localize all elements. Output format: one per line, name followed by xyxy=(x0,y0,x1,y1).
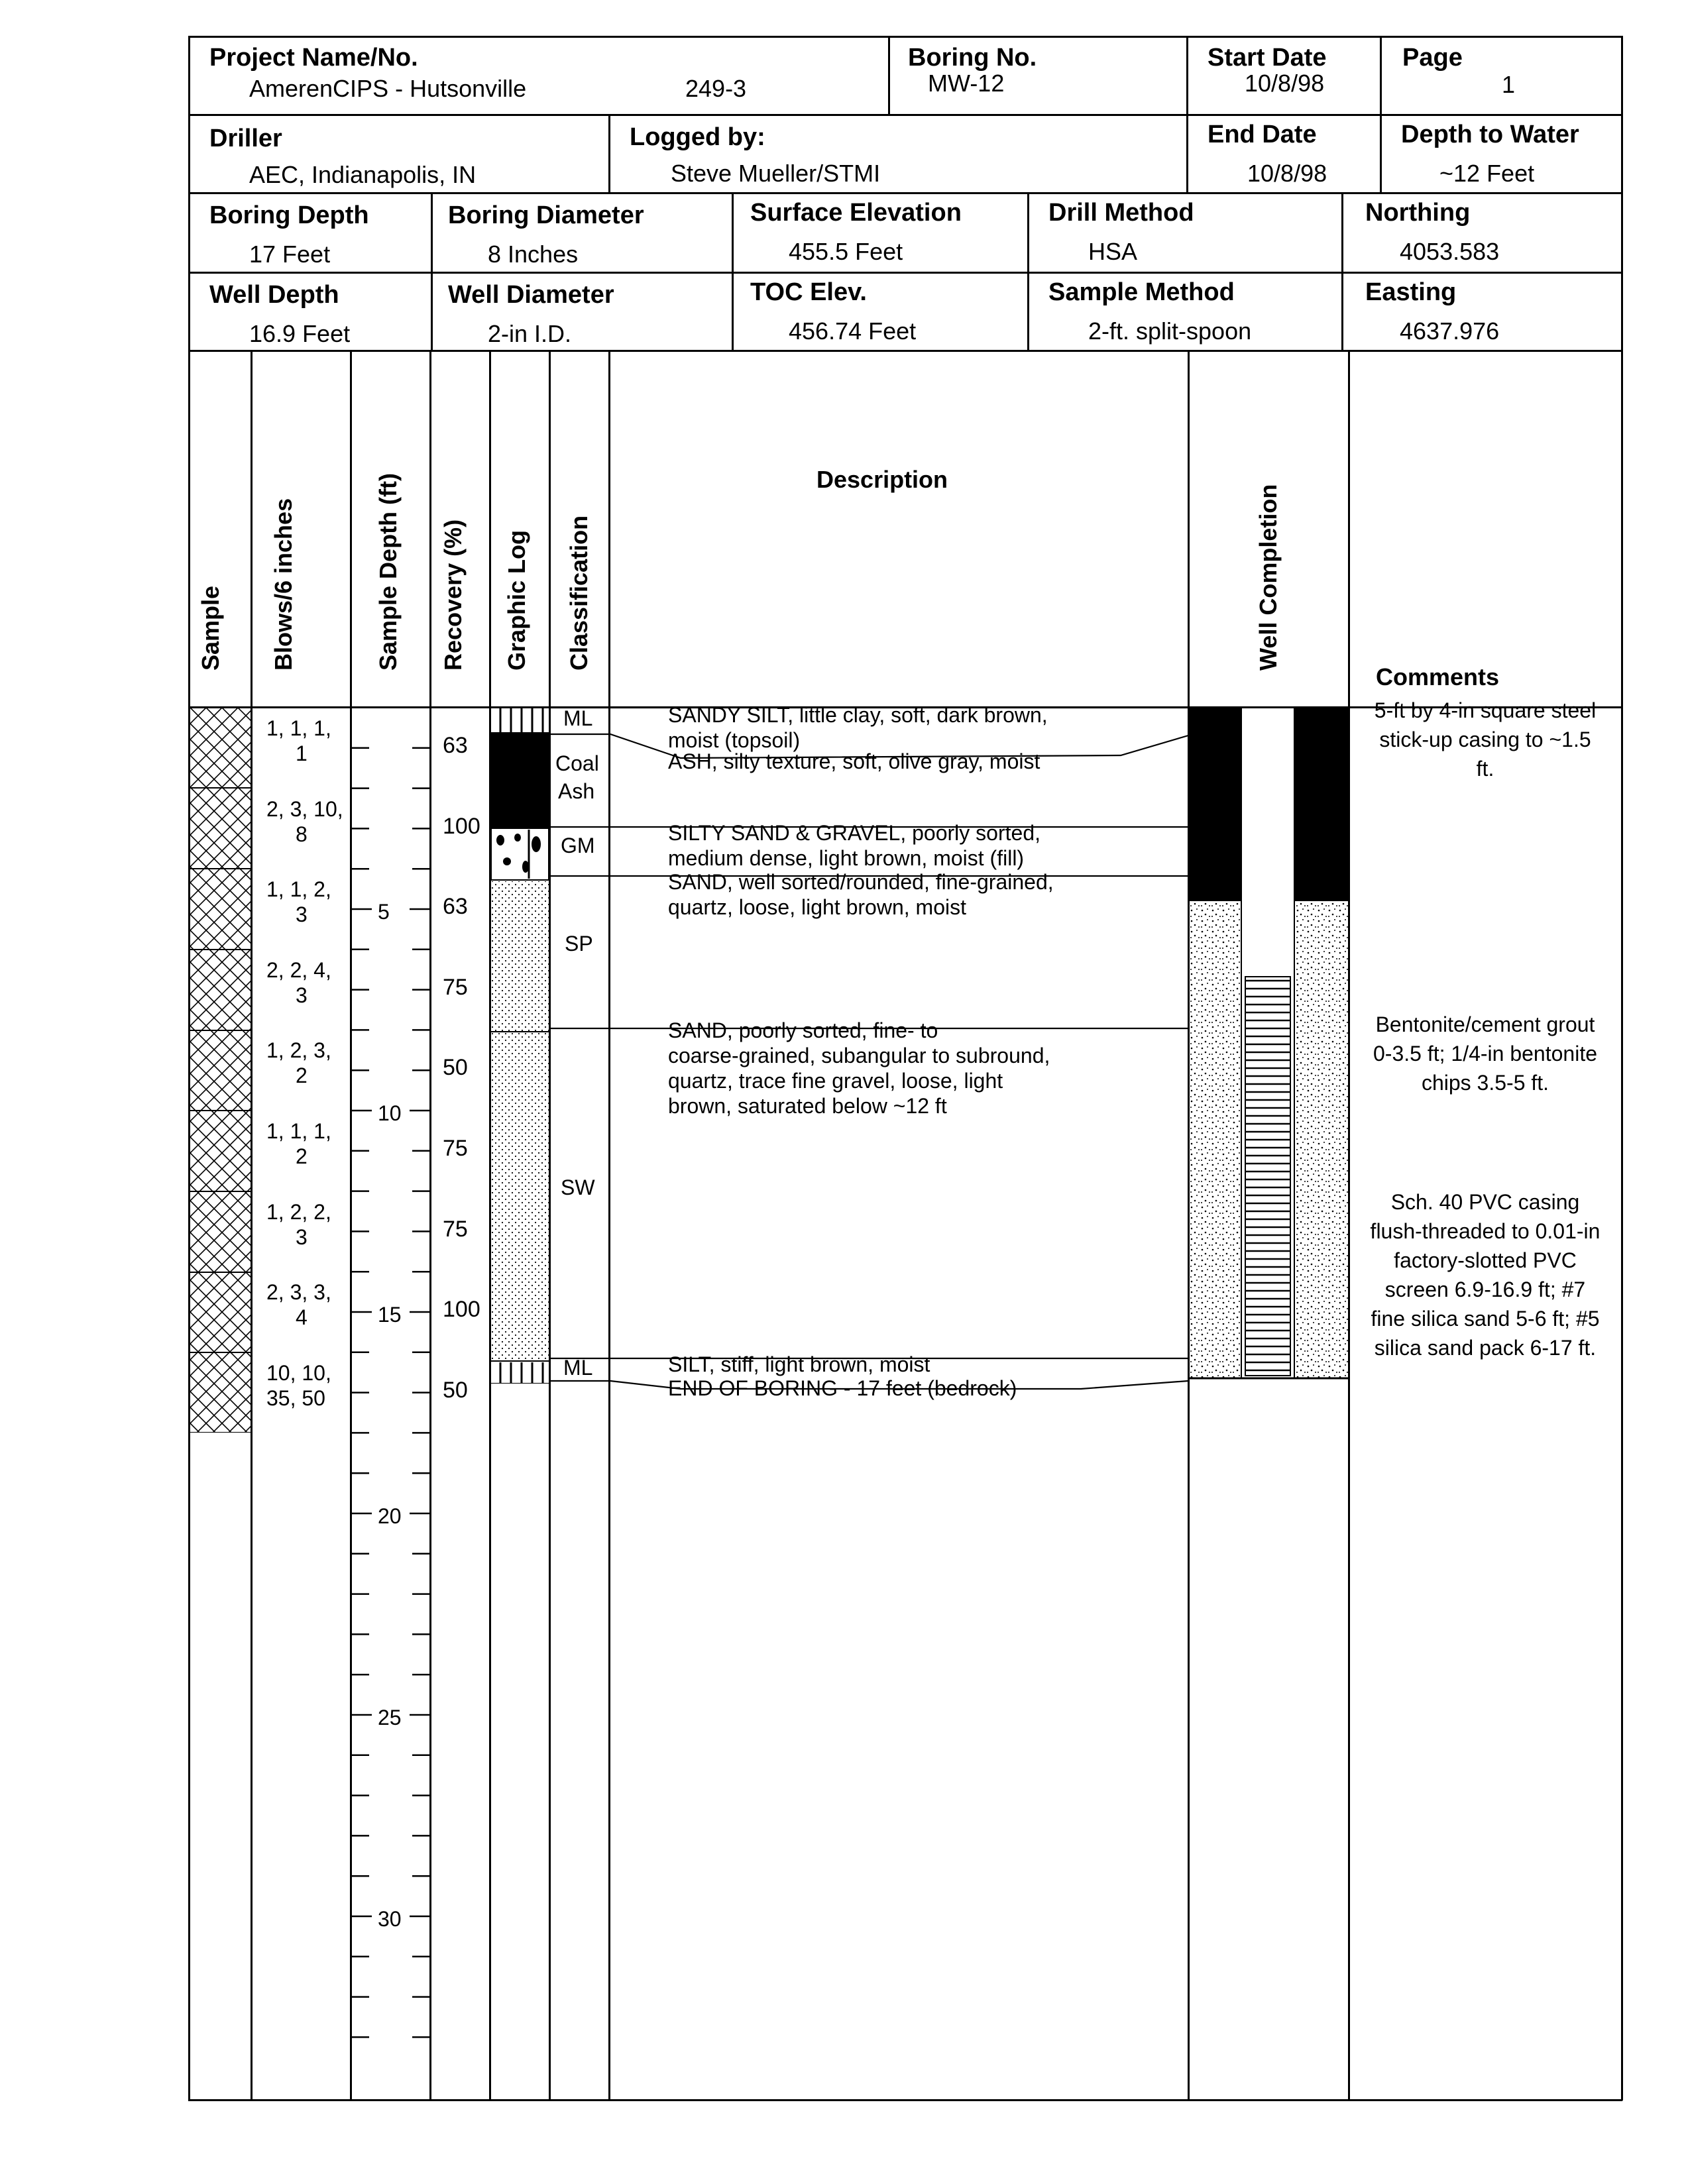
cell-divider xyxy=(1380,36,1382,192)
recovery-value: 100 xyxy=(443,813,480,839)
col-description: Description xyxy=(816,466,948,493)
depth-label-10: 10 xyxy=(378,1101,402,1125)
blows-line-1: 1, 1, 1, xyxy=(266,1119,331,1143)
class-coal: Coal xyxy=(555,751,599,775)
desc-end-of-boring: END OF BORING - 17 feet (bedrock) xyxy=(668,1376,1017,1400)
toc-elev: 456.74 Feet xyxy=(789,317,917,345)
cell-divider xyxy=(1027,192,1029,350)
col-recovery: Recovery (%) xyxy=(439,519,467,671)
comment-casing: 5-ft by 4-in square steel stick-up casing to ~1.5 ft. xyxy=(1374,698,1597,781)
recovery-value: 75 xyxy=(443,1216,468,1242)
desc-sandy-silt: SANDY SILT, little clay, soft, dark brown, moist (topsoil) xyxy=(668,703,1048,752)
well-diameter-label: Well Diameter xyxy=(448,281,614,309)
depth-label-25: 25 xyxy=(378,1706,402,1729)
toc-elev-label: TOC Elev. xyxy=(750,278,867,306)
blows-line-2: 2 xyxy=(296,1064,308,1088)
header-top-border xyxy=(188,36,1622,38)
recovery-value: 63 xyxy=(443,733,468,758)
depth-label-30: 30 xyxy=(378,1907,402,1931)
blows-line-1: 2, 3, 3, xyxy=(266,1280,331,1305)
blows-line-1: 10, 10, xyxy=(266,1360,331,1385)
desc-ash: ASH, silty texture, soft, olive gray, moist xyxy=(668,749,1040,773)
class-sw: SW xyxy=(561,1175,595,1199)
sample-method-label: Sample Method xyxy=(1048,278,1235,306)
logged-by: Steve Mueller/STMI xyxy=(671,160,881,187)
cell-divider xyxy=(608,114,610,192)
surface-elevation: 455.5 Feet xyxy=(789,238,903,265)
col-sample-depth: Sample Depth (ft) xyxy=(374,472,402,671)
col-graphic-log: Graphic Log xyxy=(503,529,530,671)
class-gm: GM xyxy=(561,834,595,857)
depth-label-5: 5 xyxy=(378,900,390,924)
well-depth: 16.9 Feet xyxy=(249,320,351,347)
boring-depth-label: Boring Depth xyxy=(209,201,369,229)
class-ml-top: ML xyxy=(563,706,593,730)
drill-method-label: Drill Method xyxy=(1048,199,1194,227)
recovery-value: 75 xyxy=(443,974,468,1000)
recovery-value: 75 xyxy=(443,1136,468,1161)
driller-label: Driller xyxy=(209,125,282,152)
surface-elevation-label: Surface Elevation xyxy=(750,199,962,227)
depth-label-20: 20 xyxy=(378,1504,402,1528)
project-name: AmerenCIPS - Hutsonville xyxy=(249,75,527,102)
desc-sand-sw: SAND, poorly sorted, fine- to coarse-grained, subangular to subround, quartz, trace fine gravel, loose, light brown, saturated below ~12 ft xyxy=(668,1018,1050,1118)
blows-line-2: 8 xyxy=(296,822,308,846)
recovery-value: 63 xyxy=(443,894,468,920)
cell-divider xyxy=(431,192,433,350)
class-ml-bottom: ML xyxy=(563,1356,593,1380)
col-blows: Blows/6 inches xyxy=(270,498,297,671)
page-number: 1 xyxy=(1502,71,1516,98)
desc-silty-sand: SILTY SAND & GRAVEL, poorly sorted, medium dense, light brown, moist (fill) xyxy=(668,821,1040,870)
boring-no: MW-12 xyxy=(928,70,1005,97)
graphic-log xyxy=(491,708,549,1384)
project-number: 249-3 xyxy=(685,75,747,102)
col-classification: Classification xyxy=(565,515,592,671)
easting-label: Easting xyxy=(1365,278,1457,306)
blows-line-1: 1, 2, 3, xyxy=(266,1038,331,1063)
recovery-value: 50 xyxy=(443,1055,468,1081)
well-screen xyxy=(1245,977,1290,1376)
blows-line-1: 1, 1, 1, xyxy=(266,716,331,740)
easting: 4637.976 xyxy=(1400,317,1500,345)
col-well-completion: Well Completion xyxy=(1255,484,1282,671)
sample-method: 2-ft. split-spoon xyxy=(1088,317,1252,345)
well-completion-diagram xyxy=(1190,706,1348,1384)
blows-line-2: 1 xyxy=(296,741,308,765)
blows-line-1: 2, 2, 4, xyxy=(266,957,331,982)
end-date: 10/8/98 xyxy=(1247,160,1327,187)
end-date-label: End Date xyxy=(1208,121,1317,148)
desc-sand-sp: SAND, well sorted/rounded, fine-grained, quartz, loose, light brown, moist xyxy=(668,870,1054,919)
grout-zone xyxy=(1190,708,1241,901)
cell-divider xyxy=(1341,192,1343,350)
boring-diameter: 8 Inches xyxy=(488,241,579,268)
column-divider xyxy=(251,350,253,2101)
driller: AEC, Indianapolis, IN xyxy=(249,161,477,188)
page-label: Page xyxy=(1402,44,1463,72)
well-depth-label: Well Depth xyxy=(209,281,339,309)
blows-line-2: 3 xyxy=(296,1225,308,1249)
blows-line-2: 3 xyxy=(296,983,308,1007)
blows-line-1: 1, 1, 2, xyxy=(266,877,331,902)
cell-divider xyxy=(888,36,890,114)
header-divider xyxy=(188,114,1622,116)
boring-diameter-label: Boring Diameter xyxy=(448,201,644,229)
comment-pvc: Sch. 40 PVC casing flush-threaded to 0.01-in factory-slotted PVC screen 6.9-16.9 ft; #7 fine silica sand 5-6 ft; #5 silica sand pack 6-17 ft. xyxy=(1370,1190,1601,1360)
northing-label: Northing xyxy=(1365,199,1471,227)
cell-divider xyxy=(732,192,734,350)
boring-no-label: Boring No. xyxy=(908,44,1037,72)
class-sp: SP xyxy=(565,932,593,956)
header-divider xyxy=(188,350,1622,352)
cell-divider xyxy=(1186,36,1188,192)
desc-silt: SILT, stiff, light brown, moist xyxy=(668,1352,930,1376)
blows-line-2: 4 xyxy=(296,1305,308,1330)
recovery-value: 100 xyxy=(443,1297,480,1323)
blows-line-2: 3 xyxy=(296,902,308,927)
depth-label-15: 15 xyxy=(378,1303,402,1327)
depth-to-water: ~12 Feet xyxy=(1439,160,1535,187)
northing: 4053.583 xyxy=(1400,238,1500,265)
comment-grout: Bentonite/cement grout 0-3.5 ft; 1/4-in bentonite chips 3.5-5 ft. xyxy=(1373,1012,1597,1095)
column-divider xyxy=(429,350,431,2101)
class-ash: Ash xyxy=(558,779,595,803)
blows-line-1: 2, 3, 10, xyxy=(266,796,343,821)
depth-to-water-label: Depth to Water xyxy=(1401,121,1579,148)
header-divider xyxy=(188,272,1622,274)
logged-by-label: Logged by: xyxy=(630,123,765,151)
blows-line-1: 1, 2, 2, xyxy=(266,1199,331,1224)
header-divider xyxy=(188,192,1622,194)
col-sample: Sample xyxy=(197,585,224,671)
sample-intervals xyxy=(190,708,251,1433)
bottom-border xyxy=(188,2099,1622,2101)
col-comments: Comments xyxy=(1376,663,1500,690)
drill-method: HSA xyxy=(1088,238,1138,265)
recovery-value: 50 xyxy=(443,1377,468,1403)
blows-line-2: 2 xyxy=(296,1144,308,1168)
well-diameter: 2-in I.D. xyxy=(488,320,572,347)
right-border xyxy=(1621,36,1623,2101)
start-date-label: Start Date xyxy=(1208,44,1327,72)
start-date: 10/8/98 xyxy=(1245,70,1325,97)
boring-depth: 17 Feet xyxy=(249,241,331,268)
blows-line-2: 35, 50 xyxy=(266,1386,325,1410)
project-label: Project Name/No. xyxy=(209,44,418,72)
